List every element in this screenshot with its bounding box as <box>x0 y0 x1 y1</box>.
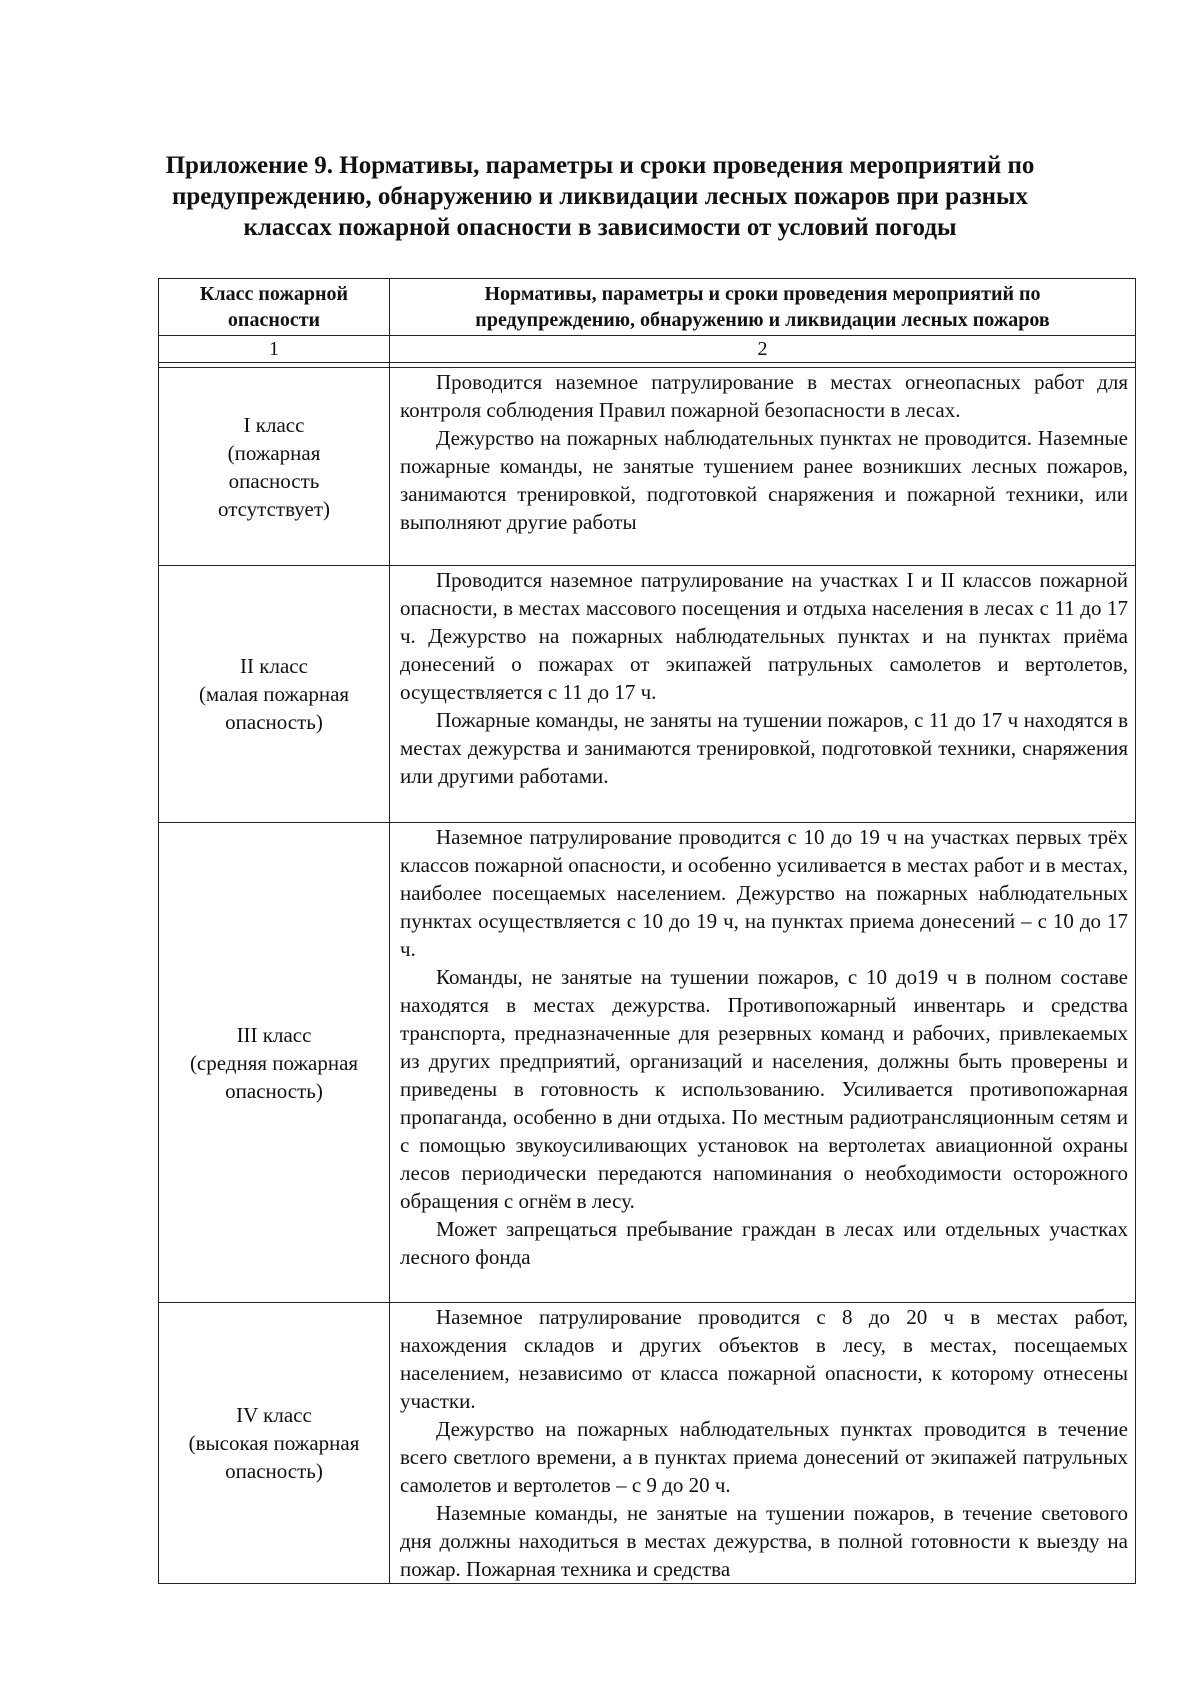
class-cell <box>159 368 390 566</box>
class-name: III класс <box>236 1022 312 1047</box>
measures-paragraph: Команды, не занятые на тушении пожаров, с 10 до19 ч в полном составе находятся в местах дежурства. Противопожарный инвентарь и средства транспорта, предназначенные для резервных команд и рабочих, привлекаемых из других предприятий, организаций и населения, должны быть проверены и приведены в готовность к использованию. Усиливается противопожарная пропаганда, особенно в дни отдыха. По местным радиотрансляционным сетям и с помощью звукоусиливающих установок на вертолетах авиационной охраны лесов периодически передаются напоминания о необходимости осторожного обращения с огнём в лесу. <box>400 965 1128 1213</box>
header-class-line-2: опасности <box>227 309 321 331</box>
title-line-3: классах пожарной опасности в зависимости от условий погоды <box>243 214 957 241</box>
measures-cell <box>390 823 1136 1303</box>
column-number-2: 2 <box>390 336 1136 363</box>
measures-paragraph: Пожарные команды, не заняты на тушении пожаров, с 11 до 17 ч находятся в местах дежурства и занимаются тренировкой, подготовкой техники, снаряжения или другими работами. <box>400 708 1128 788</box>
table-header-row <box>159 279 1136 336</box>
measures-paragraph: Проводится наземное патрулирование на участках I и II классов пожарной опасности, в местах массового посещения и отдыха населения в лесах с 11 до 17 ч. Дежурство на пожарных наблюдательных пунктах и на пунктах приёма донесений о пожарах от экипажей патрульных самолетов и вертолетов, осуществляется с 11 до 17 ч. <box>400 568 1128 704</box>
class-desc-line: (малая пожарная <box>198 682 350 706</box>
class-desc-line: отсутствует) <box>217 496 331 521</box>
class-desc-line: опасность) <box>225 710 323 734</box>
fire-hazard-table <box>158 278 1136 1584</box>
table-row-class-3 <box>159 823 1136 1303</box>
measures-paragraph: Проводится наземное патрулирование в местах огнеопасных работ для контроля соблюдения Правил пожарной безопасности в лесах. <box>400 370 1128 422</box>
measures-cell <box>390 1303 1136 1584</box>
header-measures-line-2: предупреждению, обнаружению и ликвидации лесных пожаров <box>475 309 1050 331</box>
header-class-line-1: Класс пожарной <box>199 283 349 305</box>
class-desc-line: опасность <box>228 468 320 493</box>
header-class <box>159 279 390 336</box>
table-row-class-4 <box>159 1303 1136 1584</box>
column-number-row <box>159 336 1136 363</box>
measures-paragraph: Наземное патрулирование проводится с 8 до 20 ч в местах работ, нахождения складов и других объектов в лесу, в местах, посещаемых населением, независимо от класса пожарной опасности, к которому отнесены участки. <box>400 1305 1128 1413</box>
class-desc-line: (высокая пожарная <box>188 1431 360 1455</box>
measures-paragraph: Может запрещаться пребывание граждан в лесах или отдельных участках лесного фонда <box>400 1217 1128 1269</box>
class-name: I класс <box>243 412 305 437</box>
measures-cell <box>390 368 1136 566</box>
title-line-1: Приложение 9. Нормативы, параметры и сроки проведения мероприятий по <box>165 152 1035 179</box>
measures-paragraph: Наземное патрулирование проводится с 10 до 19 ч на участках первых трёх классов пожарной опасности, и особенно усиливается в местах работ и в местах, наиболее посещаемых населением. Дежурство на пожарных наблюдательных пунктах осуществляется с 10 до 19 ч, на пунктах приема донесений – с 10 до 17 ч. <box>400 825 1128 961</box>
measures-paragraph: Дежурство на пожарных наблюдательных пунктах не проводится. Наземные пожарные команды, не занятые тушением ранее возникших лесных пожаров, занимаются тренировкой, подготовкой снаряжения и пожарной техники, или выполняют другие работы <box>400 426 1128 534</box>
class-name: II класс <box>240 654 308 678</box>
measures-paragraph: Наземные команды, не занятые на тушении пожаров, в течение светового дня должны находиться в местах дежурства, в полной готовности к выезду на пожар. Пожарная техника и средства <box>400 1501 1128 1581</box>
class-desc-line: (средняя пожарная <box>189 1050 359 1075</box>
class-name: IV класс <box>236 1403 312 1427</box>
title-line-2: предупреждению, обнаружению и ликвидации лесных пожаров при разных <box>171 183 1029 210</box>
class-cell <box>159 823 390 1303</box>
measures-cell <box>390 566 1136 823</box>
class-cell <box>159 1303 390 1584</box>
header-measures-line-1: Нормативы, параметры и сроки проведения мероприятий по <box>484 283 1041 305</box>
page-title <box>140 150 1060 243</box>
class-desc-line: опасность) <box>225 1078 323 1103</box>
class-desc-line: опасность) <box>225 1459 323 1483</box>
class-desc-line: (пожарная <box>227 440 321 465</box>
table-row-class-1 <box>159 368 1136 566</box>
measures-paragraph: Дежурство на пожарных наблюдательных пунктах проводится в течение всего светлого времени, а в пунктах приема донесений от экипажей патрульных самолетов и вертолетов – с 9 до 20 ч. <box>400 1417 1128 1497</box>
class-cell <box>159 566 390 823</box>
column-number-1: 1 <box>159 336 390 363</box>
header-measures <box>390 279 1136 336</box>
table-row-class-2 <box>159 566 1136 823</box>
